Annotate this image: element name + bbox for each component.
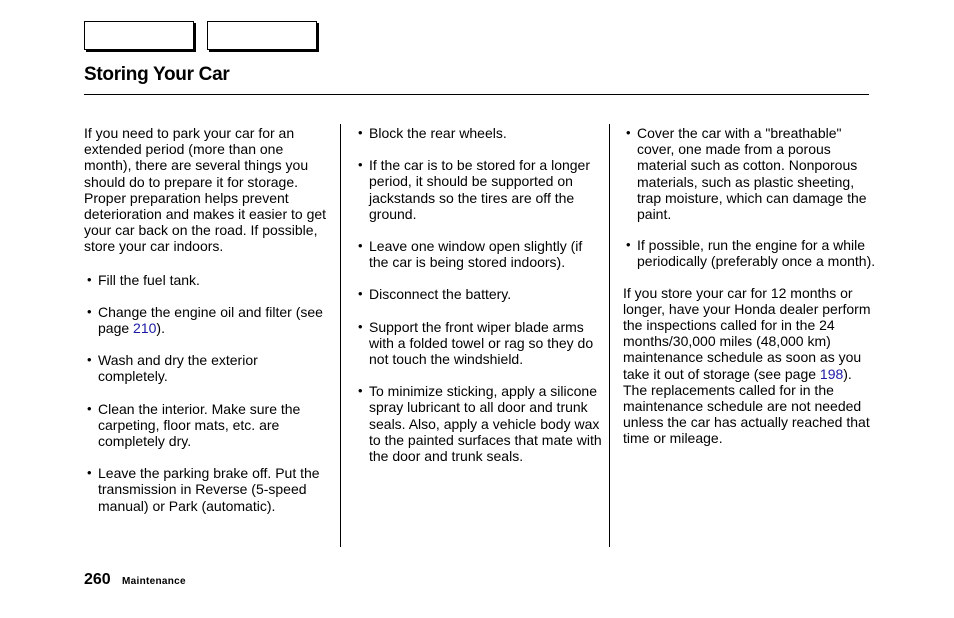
- paragraph-text: If you store your car for 12 months or longer, have your Honda dealer perform the inspections called for in the 24 months/30,000 miles (48,000 km) maintenance schedule as soon as you take it out of storage (see page: [623, 284, 871, 382]
- page-link-210[interactable]: 210: [133, 320, 157, 337]
- list-item: • Disconnect the battery.: [355, 286, 605, 302]
- list-item: • Clean the interior. Make sure the carpeting, floor mats, etc. are completely dry.: [84, 401, 330, 450]
- nav-button-previous[interactable]: [84, 21, 194, 50]
- list-item: • Leave the parking brake off. Put the transmission in Reverse (5-speed manual) or Park (automatic).: [84, 465, 330, 514]
- page-title: Storing Your Car: [84, 64, 230, 85]
- column-3: [623, 125, 879, 447]
- intro-paragraph: If you need to park your car for an extended period (more than one month), there are several things you should do to prepare it for storage. Proper preparation helps prevent deterioration and makes it easier to get your car back on the road. If possible, store your car indoors.: [84, 125, 327, 255]
- list-item: • Cover the car with a "breathable" cover, one made from a porous material such as cotton. Nonporous materials, such as plastic sheeting, trap moisture, which can damage the paint.: [623, 125, 879, 222]
- list-item: • Leave one window open slightly (if the car is being stored indoors).: [355, 238, 605, 270]
- list-item: [84, 304, 330, 336]
- long-term-storage-paragraph: [623, 285, 879, 447]
- storage-checklist-2: [355, 125, 605, 464]
- list-item: • Wash and dry the exterior completely.: [84, 352, 330, 384]
- list-item-text: ).: [156, 320, 165, 337]
- column-divider: [340, 124, 341, 547]
- list-item: • Block the rear wheels.: [355, 125, 605, 141]
- column-divider: [609, 124, 610, 547]
- storage-checklist-3: [623, 125, 879, 270]
- list-item-text: Change the engine oil and filter (see page: [98, 303, 323, 337]
- list-item: • Support the front wiper blade arms with a folded towel or rag so they do not touch the windshield.: [355, 319, 605, 368]
- section-name: Maintenance: [122, 576, 186, 587]
- list-item: • If possible, run the engine for a while periodically (preferably once a month).: [623, 237, 879, 269]
- storage-checklist-1: [84, 272, 330, 514]
- column-1: [84, 125, 330, 530]
- title-divider: [84, 94, 869, 95]
- nav-button-next[interactable]: [207, 21, 317, 50]
- list-item: • If the car is to be stored for a longer period, it should be supported on jackstands so the tires are off the ground.: [355, 157, 605, 222]
- page-number: 260: [84, 571, 111, 588]
- column-2: [355, 125, 605, 480]
- list-item: • To minimize sticking, apply a silicone spray lubricant to all door and trunk seals. Also, apply a vehicle body wax to the painted surfaces that mate with the door and trunk seals.: [355, 383, 605, 464]
- paragraph-text: ). The replacements called for in the maintenance schedule are not needed unless the car has actually reached that time or mileage.: [623, 365, 870, 447]
- list-item: • Fill the fuel tank.: [84, 272, 330, 288]
- page-link-198[interactable]: 198: [819, 365, 844, 382]
